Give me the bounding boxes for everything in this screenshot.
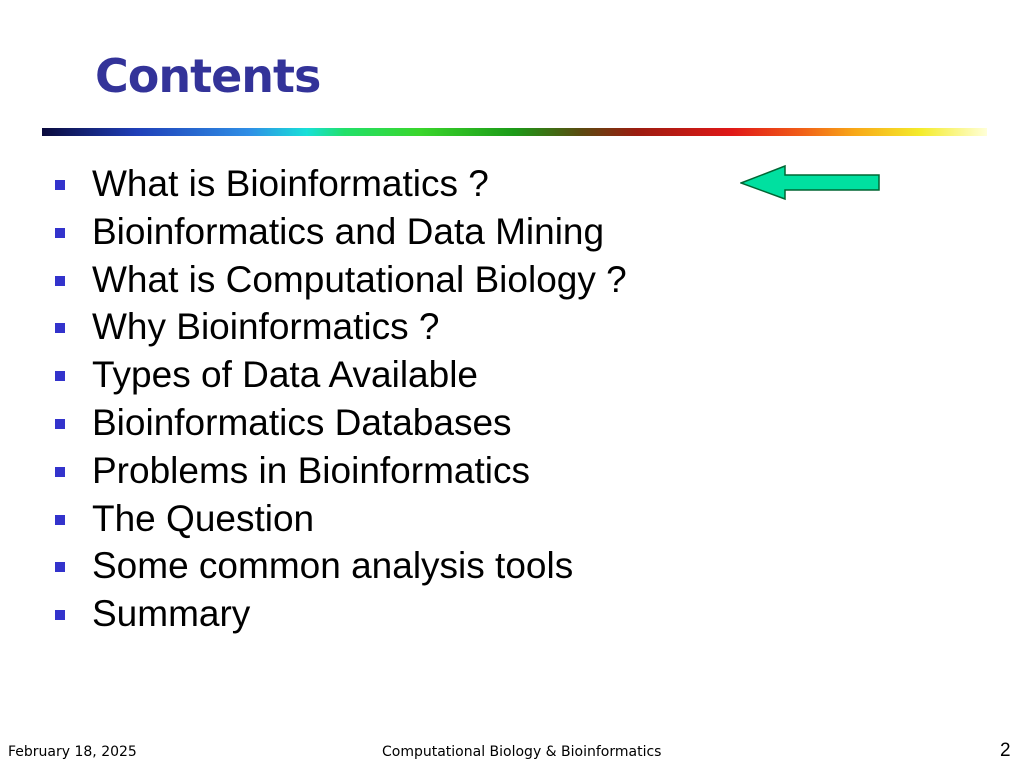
list-item-text: Types of Data Available [92,354,479,396]
footer-date: February 18, 2025 [8,744,137,760]
square-bullet-icon [55,228,65,238]
list-item-text: Some common analysis tools [92,545,574,587]
arrow-shape [741,166,879,199]
footer-course-title: Computational Biology & Bioinformatics [382,744,662,760]
slide-title: Contents [95,49,321,103]
square-bullet-icon [55,276,65,286]
rainbow-divider [42,128,987,136]
left-arrow-icon [740,164,882,202]
list-item-text: Problems in Bioinformatics [92,449,530,491]
square-bullet-icon [55,323,65,333]
square-bullet-icon [55,610,65,620]
list-item-text: Summary [92,593,251,635]
square-bullet-icon [55,419,65,429]
square-bullet-icon [55,562,65,572]
list-item-text: Why Bioinformatics ? [92,306,440,348]
list-item-text: What is Bioinformatics ? [92,163,489,204]
square-bullet-icon [55,371,65,381]
list-item-text: Bioinformatics and Data Mining [92,210,605,252]
page-number: 2 [1000,740,1011,761]
list-item-text: Bioinformatics Databases [92,401,512,443]
square-bullet-icon [55,515,65,525]
list-item-text: The Question [92,497,315,539]
square-bullet-icon [55,467,65,477]
square-bullet-icon [55,180,65,190]
list-item-text: What is Computational Biology ? [92,258,627,300]
